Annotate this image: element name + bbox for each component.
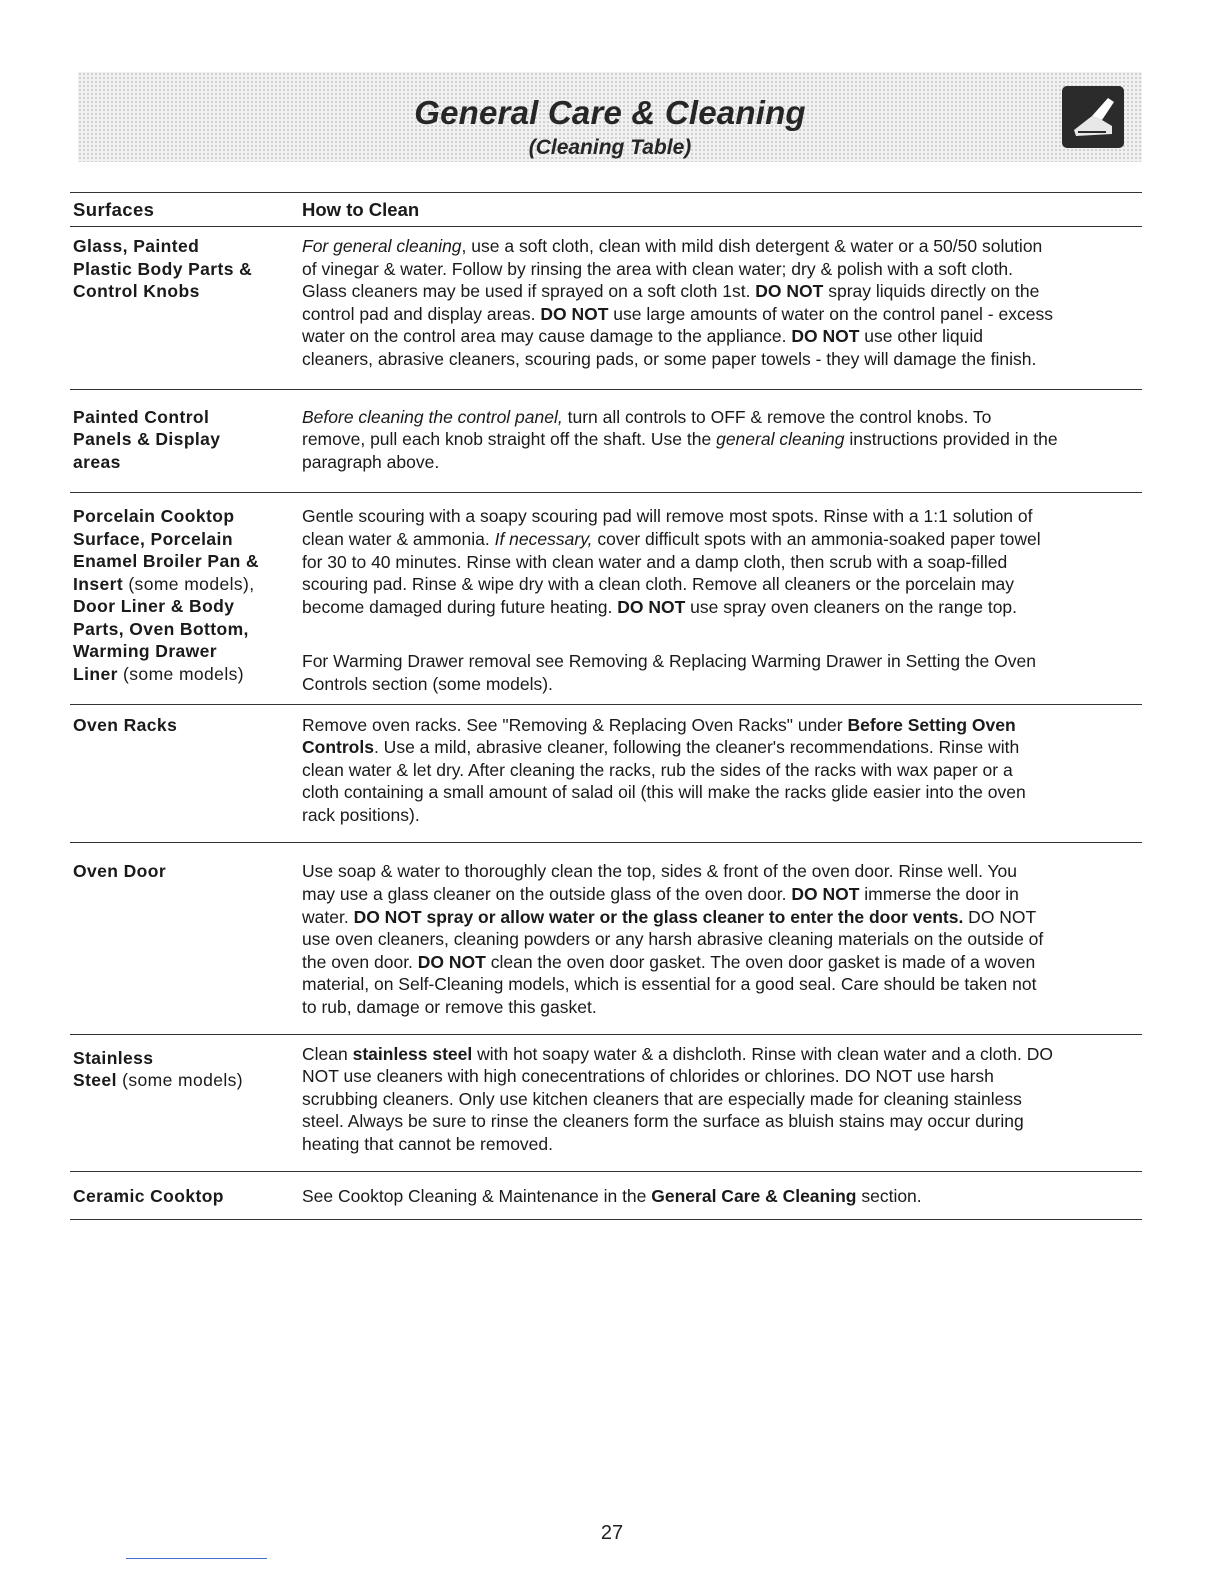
instruction-line bbox=[302, 406, 1142, 429]
text-span: . Use a mild, abrasive cleaner, following the cleaner's recommendations. Rinse with bbox=[373, 737, 1020, 758]
instruction-line bbox=[302, 551, 1142, 574]
surface-cell bbox=[70, 1043, 302, 1156]
instruction-line bbox=[302, 883, 1142, 906]
text-span: Remove oven racks. See "Removing & Replacing Oven Racks" under bbox=[302, 714, 848, 735]
table-row bbox=[70, 1035, 1142, 1172]
text-span: Gentle scouring with a soapy scouring pad will remove most spots. Rinse with a 1:1 solution of bbox=[302, 506, 1033, 527]
cleaning-instructions-note bbox=[302, 650, 1142, 695]
text-span: Before Setting Oven bbox=[847, 714, 1016, 735]
surface-line: Painted Control bbox=[73, 406, 210, 427]
cleaning-instructions bbox=[302, 1043, 1142, 1156]
text-span: Glass cleaners may be used if sprayed on a soft cloth 1st. bbox=[302, 281, 756, 302]
table-body bbox=[70, 227, 1142, 1220]
text-span: scouring pad. Rinse & wipe dry with a clean cloth. Remove all cleaners or the porcelain may bbox=[302, 574, 1015, 595]
text-span: Use soap & water to thoroughly clean the top, sides & front of the oven door. Rinse well. You bbox=[302, 861, 1018, 882]
text-span: use large amounts of water on the control panel - excess bbox=[608, 303, 1053, 324]
instruction-line bbox=[302, 451, 1142, 474]
cleaning-instructions bbox=[302, 860, 1142, 1018]
text-span: Controls bbox=[302, 737, 374, 758]
instruction-line bbox=[302, 1043, 1142, 1066]
text-span: For general cleaning bbox=[302, 236, 462, 256]
text-span: Door Liner & Body bbox=[73, 596, 235, 617]
text-span: use spray oven cleaners on the range top. bbox=[685, 596, 1018, 617]
text-span: stainless steel bbox=[352, 1043, 473, 1064]
text-span: paragraph above. bbox=[302, 451, 440, 472]
text-span: cloth containing a small amount of salad oil (this will make the racks glide easier into the oven bbox=[302, 782, 1026, 803]
text-span: Enamel Broiler Pan & bbox=[73, 551, 259, 572]
instruction-line bbox=[302, 1185, 1142, 1208]
instruction-line bbox=[302, 906, 1142, 929]
text-span: material, on Self-Cleaning models, which is essential for a good seal. Care should be taken not bbox=[302, 974, 1037, 995]
instruction-line bbox=[302, 258, 1142, 281]
surface-line bbox=[73, 618, 302, 641]
text-span: immerse the door in bbox=[859, 884, 1019, 905]
text-span: DO NOT bbox=[791, 326, 860, 347]
text-span: spray liquids directly on the bbox=[823, 281, 1040, 302]
text-span: section. bbox=[856, 1185, 922, 1206]
table-row bbox=[70, 493, 1142, 704]
text-span: Warming Drawer bbox=[73, 641, 218, 662]
how-to-clean-cell bbox=[302, 406, 1142, 474]
text-span: Controls section (some models). bbox=[302, 673, 553, 694]
page-title: General Care & Cleaning bbox=[414, 94, 806, 131]
surface-line bbox=[73, 663, 302, 686]
instruction-line bbox=[302, 973, 1142, 996]
surface-line: Ceramic Cooktop bbox=[73, 1185, 224, 1206]
text-span: scrubbing cleaners. Only use kitchen cleaners that are especially made for cleaning stainless bbox=[302, 1088, 1022, 1109]
instruction-line bbox=[302, 736, 1142, 759]
surface-line bbox=[73, 1047, 302, 1070]
text-span: use other liquid bbox=[859, 326, 983, 347]
instruction-line bbox=[302, 505, 1142, 528]
text-span: use oven cleaners, cleaning powders or any harsh abrasive cleaning materials on the outside of bbox=[302, 929, 1044, 950]
text-span: Parts, Oven Bottom, bbox=[73, 618, 249, 639]
text-span: of vinegar & water. Follow by rinsing the area with clean water; dry & polish with a soft cloth. bbox=[302, 258, 1014, 279]
instruction-line bbox=[302, 1088, 1142, 1111]
text-span: may use a glass cleaner on the outside glass of the oven door. bbox=[302, 884, 792, 905]
how-to-clean-cell bbox=[302, 860, 1142, 1018]
instruction-line bbox=[302, 280, 1142, 303]
how-to-clean-cell bbox=[302, 1185, 1142, 1208]
table-row bbox=[70, 390, 1142, 494]
table-row bbox=[70, 1172, 1142, 1221]
cleaning-instructions bbox=[302, 406, 1142, 474]
instruction-line bbox=[302, 348, 1142, 371]
text-span: Stainless bbox=[73, 1047, 154, 1068]
surface-line: areas bbox=[73, 451, 121, 472]
text-span: DO NOT bbox=[617, 596, 686, 617]
how-to-clean-cell bbox=[302, 235, 1142, 371]
text-span: water. bbox=[302, 906, 354, 927]
how-to-clean-cell bbox=[302, 505, 1142, 695]
text-span: Clean bbox=[302, 1043, 353, 1064]
header-banner bbox=[78, 72, 1142, 162]
text-span: , use a soft cloth, clean with mild dish detergent & water or a 50/50 solution bbox=[461, 236, 1043, 256]
instruction-line bbox=[302, 781, 1142, 804]
text-span: with hot soapy water & a dishcloth. Rinse with clean water and a cloth. DO bbox=[472, 1043, 1053, 1064]
text-span: (some models), bbox=[123, 573, 255, 594]
text-span: (some models) bbox=[117, 663, 244, 684]
surface-line: Oven Door bbox=[73, 861, 167, 882]
text-span: clean water & ammonia. bbox=[302, 528, 495, 549]
instruction-line bbox=[302, 528, 1142, 551]
table-row bbox=[70, 843, 1142, 1034]
text-span: DO NOT bbox=[791, 884, 860, 905]
surface-cell bbox=[70, 714, 302, 827]
text-span: Surface, Porcelain bbox=[73, 528, 233, 549]
text-span: Insert bbox=[73, 573, 124, 594]
surface-line bbox=[73, 505, 302, 528]
text-span: rack positions). bbox=[302, 804, 420, 825]
surface-line bbox=[73, 573, 302, 596]
text-span: DO NOT bbox=[963, 906, 1037, 927]
instruction-line bbox=[302, 325, 1142, 348]
instruction-line bbox=[302, 235, 1142, 258]
page-subtitle: (Cleaning Table) bbox=[528, 136, 692, 159]
instruction-line bbox=[302, 573, 1142, 596]
text-span: DO NOT bbox=[755, 281, 824, 302]
surface-cell bbox=[70, 1185, 302, 1208]
instruction-line bbox=[302, 860, 1142, 883]
instruction-line bbox=[302, 303, 1142, 326]
text-span: become damaged during future heating. bbox=[302, 596, 618, 617]
text-span: Liner bbox=[73, 663, 118, 684]
cleaning-table bbox=[70, 192, 1142, 1220]
page-number: 27 bbox=[600, 1522, 624, 1544]
instruction-line bbox=[302, 996, 1142, 1019]
text-span: NOT use cleaners with high conecentrations of chlorides or chlorines. DO NOT use harsh bbox=[302, 1066, 994, 1087]
surface-line: Control Knobs bbox=[73, 281, 200, 301]
instruction-line bbox=[302, 1110, 1142, 1133]
text-span: cover difficult spots with an ammonia-soaked paper towel bbox=[592, 528, 1041, 549]
text-span: heating that cannot be removed. bbox=[302, 1134, 554, 1154]
text-span: the oven door. bbox=[302, 951, 418, 972]
surfaces-header: Surfaces bbox=[73, 199, 155, 220]
cleaning-hand-icon bbox=[1062, 86, 1124, 148]
text-span: (some models) bbox=[116, 1070, 244, 1091]
cleaning-instructions bbox=[302, 714, 1142, 827]
surface-line bbox=[73, 640, 302, 663]
cleaning-instructions bbox=[302, 505, 1142, 618]
instruction-line bbox=[302, 673, 1142, 696]
instruction-line bbox=[302, 428, 1142, 451]
surface-line: Panels & Display bbox=[73, 429, 221, 450]
table-row bbox=[70, 227, 1142, 390]
text-span: clean the oven door gasket. The oven door gasket is made of a woven bbox=[485, 951, 1036, 972]
instruction-line bbox=[302, 804, 1142, 827]
surface-line bbox=[73, 528, 302, 551]
text-span: Steel bbox=[73, 1070, 117, 1091]
instruction-line bbox=[302, 650, 1142, 673]
table-header bbox=[70, 193, 1142, 227]
surface-line: Plastic Body Parts & bbox=[73, 258, 253, 279]
instruction-line bbox=[302, 759, 1142, 782]
text-span: If necessary, bbox=[494, 528, 593, 549]
instruction-line bbox=[302, 1133, 1142, 1156]
instruction-line bbox=[302, 714, 1142, 737]
text-span: general cleaning bbox=[716, 429, 845, 450]
instruction-line bbox=[302, 1065, 1142, 1088]
text-span: cleaners, abrasive cleaners, scouring pads, or some paper towels - they will damage the finish. bbox=[302, 348, 1037, 369]
surface-cell bbox=[70, 860, 302, 1018]
how-to-clean-header: How to Clean bbox=[302, 199, 420, 220]
footer-rule bbox=[126, 1558, 267, 1559]
text-span: See Cooktop Cleaning & Maintenance in the bbox=[302, 1185, 652, 1206]
text-span: for 30 to 40 minutes. Rinse with clean water and a damp cloth, then scrub with a soap-filled bbox=[302, 551, 1008, 572]
text-span: Before cleaning the control panel, bbox=[302, 406, 563, 427]
text-span: Porcelain Cooktop bbox=[73, 506, 235, 527]
surface-line: Oven Racks bbox=[73, 714, 178, 735]
text-span: DO NOT bbox=[417, 951, 486, 972]
instruction-line bbox=[302, 596, 1142, 619]
how-to-clean-cell bbox=[302, 714, 1142, 827]
surface-line bbox=[73, 595, 302, 618]
text-span: turn all controls to OFF & remove the control knobs. To bbox=[562, 406, 992, 427]
how-to-clean-cell bbox=[302, 1043, 1142, 1156]
cleaning-instructions bbox=[302, 235, 1142, 371]
surface-cell bbox=[70, 406, 302, 474]
text-span: water on the control area may cause damage to the appliance. bbox=[302, 326, 792, 347]
surface-line bbox=[73, 1069, 302, 1092]
surface-cell bbox=[70, 505, 302, 695]
surface-cell bbox=[70, 235, 302, 371]
surface-line bbox=[73, 550, 302, 573]
text-span: instructions provided in the bbox=[844, 429, 1058, 450]
text-span: General Care & Cleaning bbox=[651, 1185, 857, 1206]
cleaning-instructions bbox=[302, 1185, 1142, 1208]
instruction-line bbox=[302, 951, 1142, 974]
surface-line: Glass, Painted bbox=[73, 236, 200, 256]
text-span: remove, pull each knob straight off the shaft. Use the bbox=[302, 429, 717, 450]
table-row bbox=[70, 705, 1142, 844]
text-span: to rub, damage or remove this gasket. bbox=[302, 997, 597, 1018]
text-span: DO NOT bbox=[540, 303, 609, 324]
instruction-line bbox=[302, 928, 1142, 951]
text-span: DO NOT spray or allow water or the glass cleaner to enter the door vents. bbox=[353, 906, 964, 927]
text-span: steel. Always be sure to rinse the cleaners form the surface as bluish stains may occur during bbox=[302, 1111, 1024, 1132]
text-span: For Warming Drawer removal see Removing & Replacing Warming Drawer in Setting the Oven bbox=[302, 651, 1036, 672]
text-span: clean water & let dry. After cleaning the racks, rub the sides of the racks with wax paper or a bbox=[302, 759, 1013, 780]
text-span: control pad and display areas. bbox=[302, 303, 541, 324]
